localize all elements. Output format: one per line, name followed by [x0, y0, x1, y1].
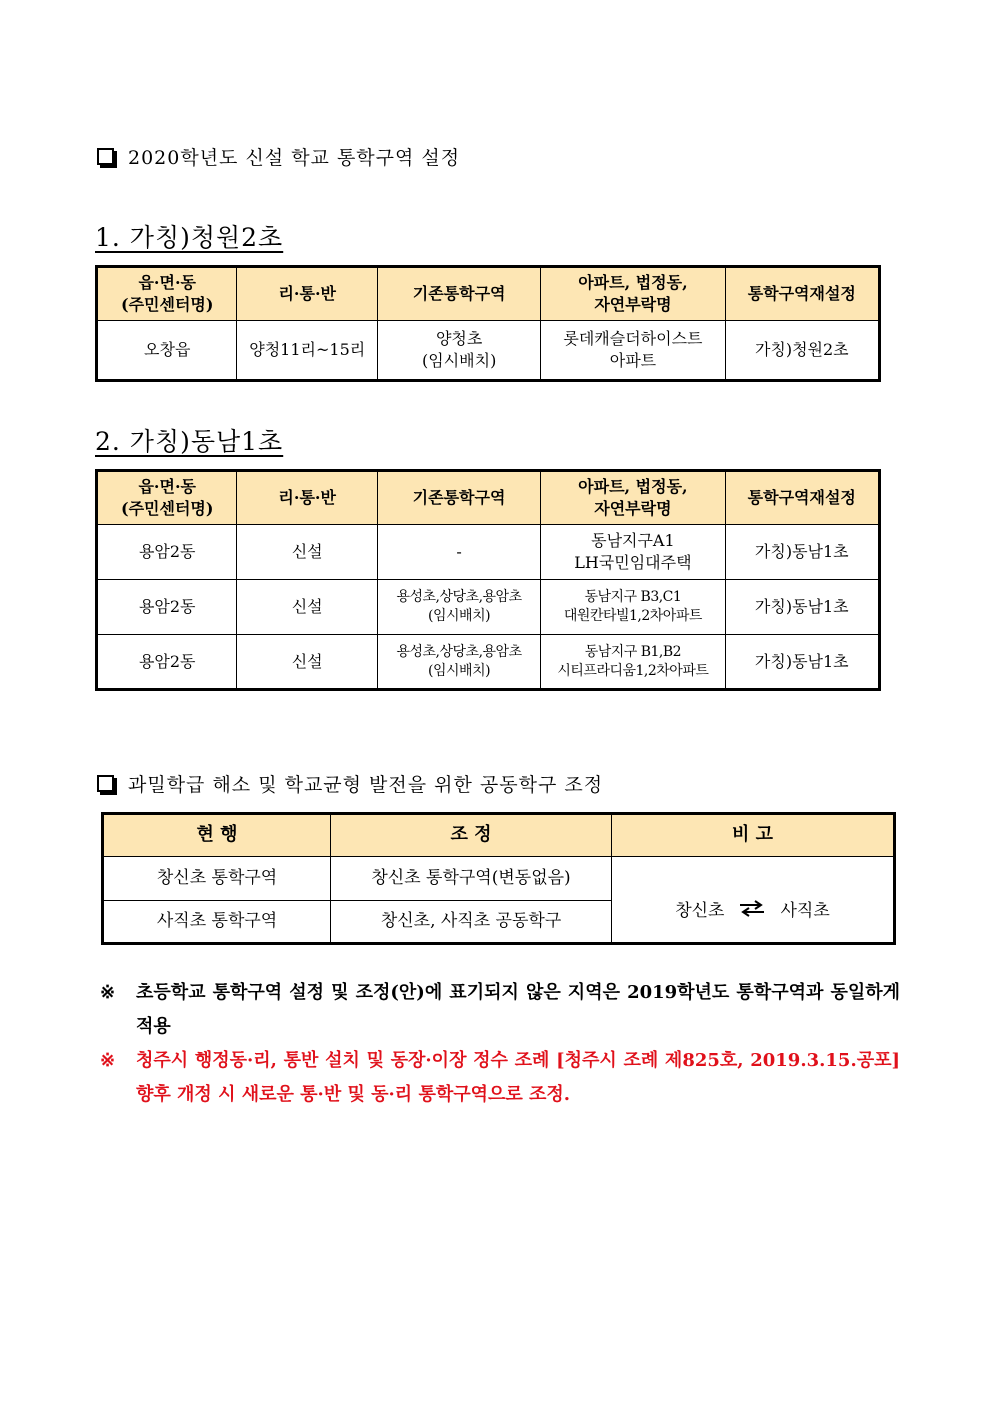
- header-new: 통학구역재설정: [725, 471, 879, 525]
- header-new: 통학구역재설정: [725, 267, 879, 321]
- header-current: 현 행: [103, 814, 331, 857]
- cell-existing: 용성초,상당초,용암초 (임시배치): [377, 580, 540, 635]
- table-row: [97, 321, 880, 381]
- cell-new: 가칭)동남1초: [725, 580, 879, 635]
- header-apt: 아파트, 법정동, 자연부락명: [541, 267, 725, 321]
- cell-existing: -: [377, 525, 540, 580]
- note-2: [100, 1044, 900, 1112]
- header-dong: 읍·면·동 (주민센터명): [97, 267, 237, 321]
- remark-right: 사직초: [780, 900, 830, 921]
- cell-apt: 롯데캐슬더하이스트 아파트: [541, 321, 725, 381]
- section1-heading: [97, 143, 460, 170]
- table-row: [103, 857, 895, 901]
- cell-new: 가칭)동남1초: [725, 525, 879, 580]
- header-ri: 리·통·반: [237, 267, 378, 321]
- note-1: [100, 976, 900, 1044]
- cell-current: 사직초 통학구역: [103, 901, 331, 944]
- cell-existing: 용성초,상당초,용암초 (임시배치): [377, 635, 540, 690]
- header-dong: 읍·면·동 (주민센터명): [97, 471, 237, 525]
- section2-heading-text: 과밀학급 해소 및 학교균형 발전을 위한 공동학구 조정: [128, 774, 604, 796]
- checkbox-icon: [97, 775, 114, 792]
- adjust-table: [101, 812, 896, 945]
- cell-existing: 양청초 (임시배치): [377, 321, 540, 381]
- cell-apt: 동남지구 B3,C1 대원칸타빌1,2차아파트: [541, 580, 725, 635]
- cell-adjust: 창신초 통학구역(변동없음): [331, 857, 612, 901]
- cell-current: 창신초 통학구역: [103, 857, 331, 901]
- cell-dong: 용암2동: [97, 635, 237, 690]
- cell-ri: 양청11리~15리: [237, 321, 378, 381]
- school1-table: [95, 265, 881, 382]
- header-remark: 비 고: [611, 814, 894, 857]
- note-2-text: 청주시 행정동·리, 통반 설치 및 동장·이장 정수 조례 [청주시 조례 제825호, 2019.3.15.공포] 향후 개정 시 새로운 통·반 및 동·리 통학구역으로 조정.: [136, 1050, 900, 1105]
- cell-adjust: 창신초, 사직초 공동학구: [331, 901, 612, 944]
- school2-title: 2. 가칭)동남1초: [95, 427, 284, 456]
- cell-new: 가칭)동남1초: [725, 635, 879, 690]
- cell-remark: [611, 857, 894, 944]
- section2-heading: [97, 770, 603, 797]
- cell-apt: 동남지구A1 LH국민임대주택: [541, 525, 725, 580]
- cell-ri: 신설: [237, 580, 377, 635]
- header-ri: 리·통·반: [237, 471, 377, 525]
- header-existing: 기존통학구역: [377, 471, 540, 525]
- header-apt: 아파트, 법정동, 자연부락명: [541, 471, 725, 525]
- cell-dong: 오창읍: [97, 321, 237, 381]
- header-existing: 기존통학구역: [377, 267, 540, 321]
- school2-table: [95, 469, 881, 691]
- table-header-row: [97, 471, 880, 525]
- section1-heading-text: 2020학년도 신설 학교 통학구역 설정: [128, 147, 461, 169]
- remark-left: 창신초: [675, 900, 725, 921]
- table-header-row: [97, 267, 880, 321]
- cell-dong: 용암2동: [97, 525, 237, 580]
- school1-title: 1. 가칭)청원2초: [95, 223, 284, 252]
- swap-arrows-icon: [738, 899, 766, 924]
- header-adjust: 조 정: [331, 814, 612, 857]
- cell-ri: 신설: [237, 525, 377, 580]
- cell-apt: 동남지구 B1,B2 시티프라디움1,2차아파트: [541, 635, 725, 690]
- table-row: [97, 635, 880, 690]
- cell-dong: 용암2동: [97, 580, 237, 635]
- table-row: [97, 525, 880, 580]
- cell-ri: 신설: [237, 635, 377, 690]
- cell-new: 가칭)청원2초: [725, 321, 879, 381]
- table-header-row: [103, 814, 895, 857]
- checkbox-icon: [97, 148, 114, 165]
- note-mark: ※: [100, 1050, 116, 1071]
- note-1-text: 초등학교 통학구역 설정 및 조정(안)에 표기되지 않은 지역은 2019학년도 통학구역과 동일하게 적용: [136, 982, 900, 1037]
- table-row: [97, 580, 880, 635]
- note-mark: ※: [100, 982, 116, 1003]
